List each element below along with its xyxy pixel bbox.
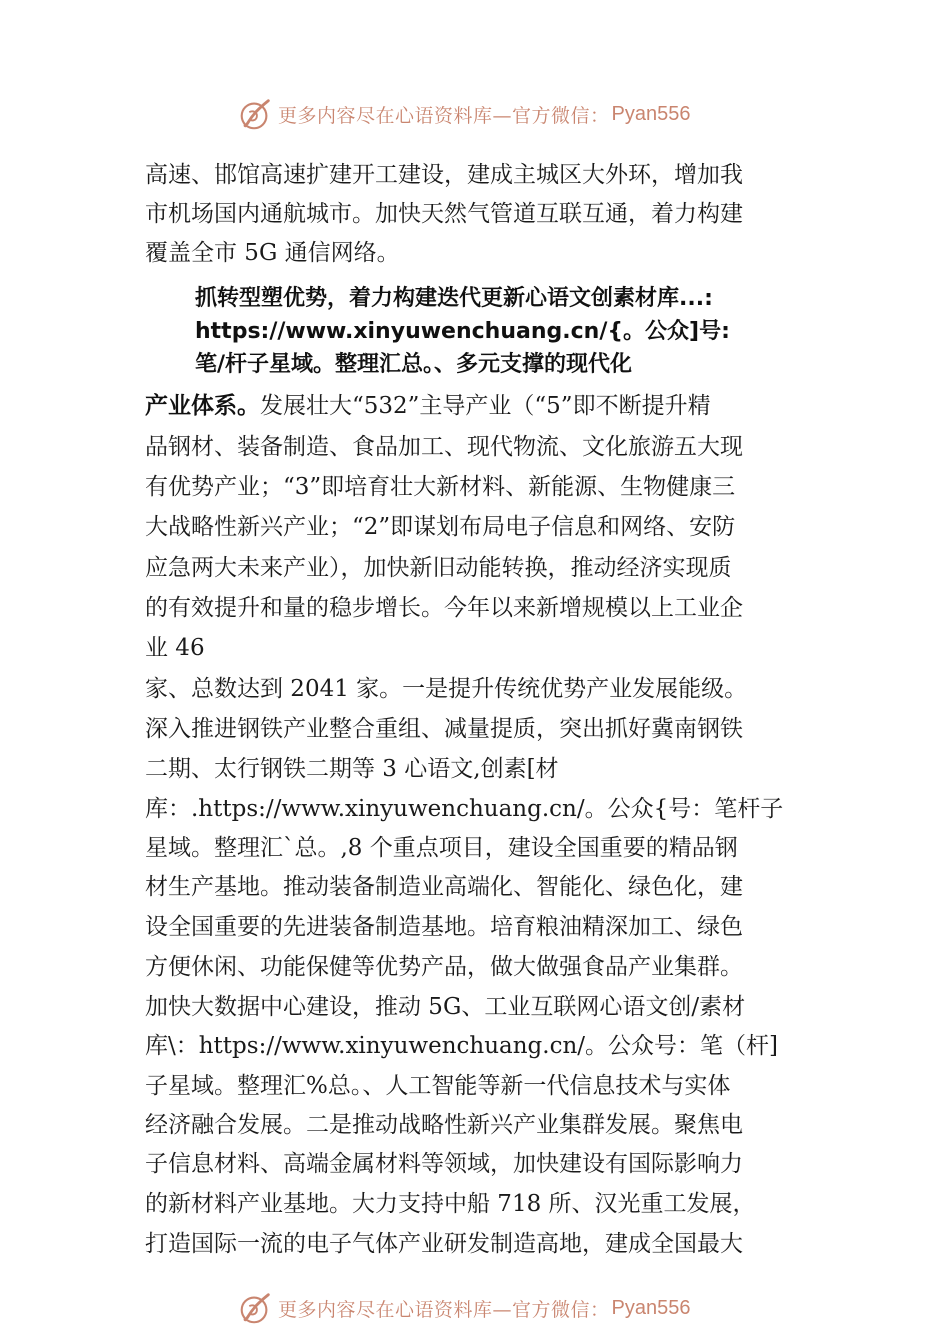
body-line: 打造国际一流的电子气体产业研发制造高地，建成全国最大 bbox=[145, 1231, 743, 1257]
body-line bbox=[145, 389, 711, 423]
heading-line: 笔/杆子星域。整理汇总。、多元支撑的现代化 bbox=[195, 352, 633, 377]
body-line: 高速、邯馆高速扩建开工建设，建成主城区大外环，增加我 bbox=[145, 162, 743, 188]
body-line: 加快大数据中心建设，推动 5G、工业互联网心语文创/素材 bbox=[145, 994, 746, 1020]
body-line: 材生产基地。推动装备制造业高端化、智能化、绿色化，建 bbox=[145, 874, 743, 900]
body-line: 应急两大未来产业），加快新旧动能转换，推动经济实现质 bbox=[145, 555, 732, 581]
pen-logo-icon bbox=[236, 1289, 274, 1327]
body-line: 子信息材料、高端金属材料等领域，加快建设有国际影响力 bbox=[145, 1151, 743, 1177]
body-line: 设全国重要的先进装备制造基地。培育粮油精深加工、绿色 bbox=[145, 914, 743, 940]
pen-logo-icon bbox=[236, 95, 274, 133]
lead-rest-text: 发展壮大“532”主导产业（“5”即不断提升精 bbox=[260, 393, 711, 419]
body-line: 库：.https://www.xinyuwenchuang.cn/。公众{号：笔杆子 bbox=[145, 796, 784, 822]
body-line: 库\：https://www.xinyuwenchuang.cn/。公众号：笔（杆] bbox=[145, 1033, 779, 1059]
watermark-banner-bottom bbox=[236, 1288, 690, 1328]
body-line: 家、总数达到 2041 家。一是提升传统优势产业发展能级。 bbox=[145, 676, 748, 702]
heading-line: 抓转型塑优势，着力构建迭代更新心语文创素材库...: bbox=[195, 286, 713, 311]
body-line: 大战略性新兴产业；“2”即谋划布局电子信息和网络、安防 bbox=[145, 514, 736, 540]
body-line: 市机场国内通航城市。加快天然气管道互联互通，着力构建 bbox=[145, 201, 743, 227]
body-line: 方便休闲、功能保健等优势产品，做大做强食品产业集群。 bbox=[145, 954, 743, 980]
body-line: 业 46 bbox=[145, 635, 205, 661]
body-line: 二期、太行钢铁二期等 3 心语文,创素[材 bbox=[145, 756, 559, 782]
lead-bold-text: 产业体系。 bbox=[145, 393, 260, 419]
body-line: 子星域。整理汇%总。、人工智能等新一代信息技术与实体 bbox=[145, 1073, 731, 1099]
body-line: 覆盖全市 5G 通信网络。 bbox=[145, 240, 400, 266]
body-line: 的有效提升和量的稳步增长。今年以来新增规模以上工业企 bbox=[145, 595, 743, 621]
body-line: 经济融合发展。二是推动战略性新兴产业集群发展。聚焦电 bbox=[145, 1112, 743, 1138]
body-line: 深入推进钢铁产业整合重组、减量提质，突出抓好冀南钢铁 bbox=[145, 716, 743, 742]
watermark-slogan: 更多内容尽在心语资料库—官方微信： bbox=[278, 1298, 610, 1321]
watermark-slogan: 更多内容尽在心语资料库—官方微信： bbox=[278, 104, 610, 127]
body-line: 品钢材、装备制造、食品加工、现代物流、文化旅游五大现 bbox=[145, 434, 743, 460]
body-line: 的新材料产业基地。大力支持中船 718 所、汉光重工发展， bbox=[145, 1191, 756, 1217]
watermark-handle: Pyan556 bbox=[611, 1296, 691, 1319]
watermark-handle: Pyan556 bbox=[611, 102, 691, 125]
body-line: 有优势产业；“3”即培育壮大新材料、新能源、生物健康三 bbox=[145, 474, 736, 500]
body-line: 星域。整理汇`总。,8 个重点项目，建设全国重要的精品钢 bbox=[145, 835, 738, 861]
heading-line: https://www.xinyuwenchuang.cn/{。公众]号: bbox=[195, 319, 730, 344]
watermark-banner-top bbox=[236, 94, 690, 134]
